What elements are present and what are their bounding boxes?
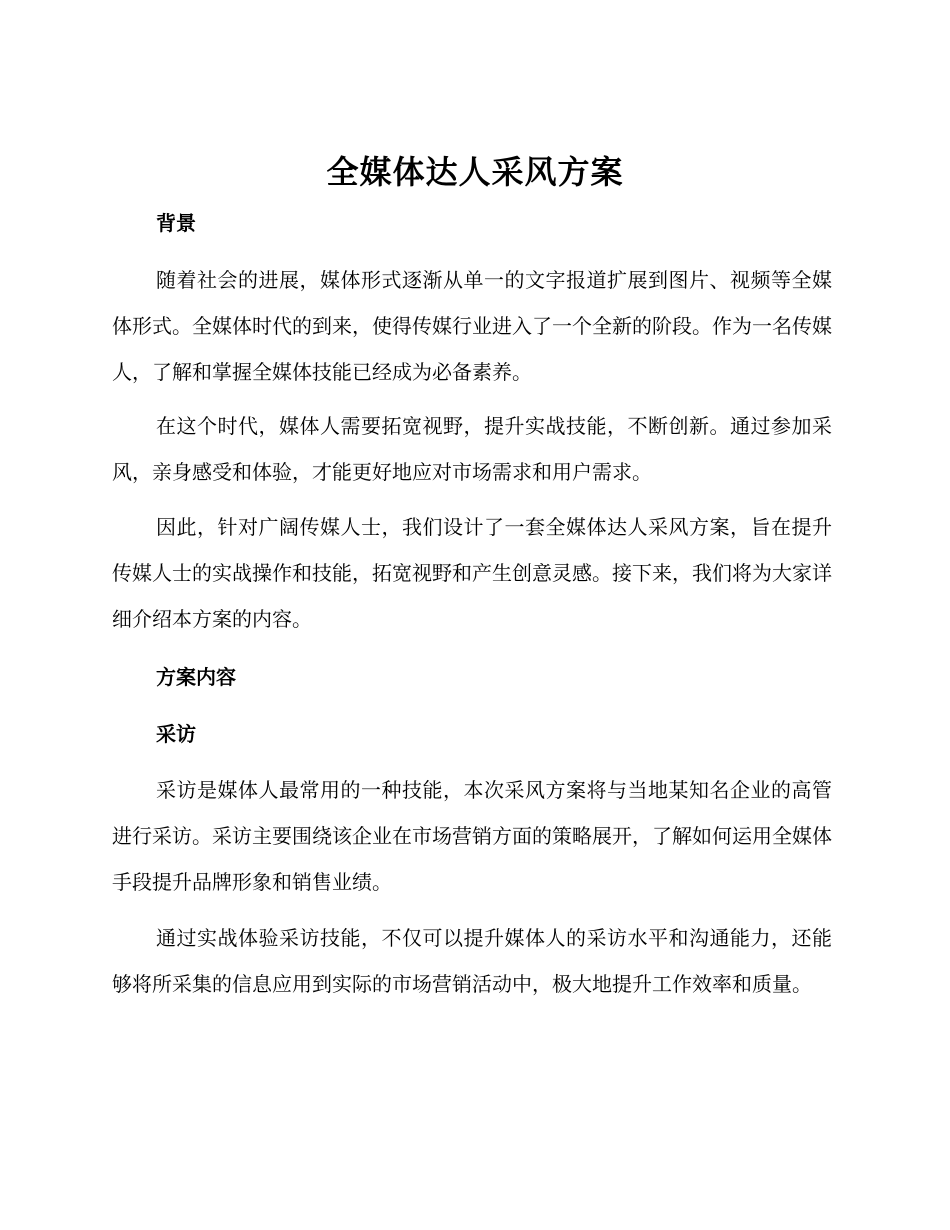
paragraph-background-2: 在这个时代，媒体人需要拓宽视野，提升实战技能，不断创新。通过参加采风，亲身感受和体验，才能更好地应对市场需求和用户需求。 xyxy=(112,414,832,484)
section-heading-background: 背景 xyxy=(156,211,196,235)
paragraph-background-3: 因此，针对广阔传媒人士，我们设计了一套全媒体达人采风方案，旨在提升传媒人士的实战操作和技能，拓宽视野和产生创意灵感。接下来，我们将为大家详细介绍本方案的内容。 xyxy=(112,515,832,631)
section-heading-interview: 采访 xyxy=(156,722,196,746)
paragraph-background-1: 随着社会的进展，媒体形式逐渐从单一的文字报道扩展到图片、视频等全媒体形式。全媒体时代的到来，使得传媒行业进入了一个全新的阶段。作为一名传媒人，了解和掌握全媒体技能已经成为必备素养。 xyxy=(112,268,832,384)
paragraph-interview-2: 通过实战体验采访技能，不仅可以提升媒体人的采访水平和沟通能力，还能够将所采集的信息应用到实际的市场营销活动中，极大地提升工作效率和质量。 xyxy=(112,926,832,996)
document-title: 全媒体达人采风方案 xyxy=(326,153,624,191)
paragraph-interview-1: 采访是媒体人最常用的一种技能，本次采风方案将与当地某知名企业的高管进行采访。采访主要围绕该企业在市场营销方面的策略展开，了解如何运用全媒体手段提升品牌形象和销售业绩。 xyxy=(112,778,832,894)
section-heading-plan: 方案内容 xyxy=(156,665,236,689)
